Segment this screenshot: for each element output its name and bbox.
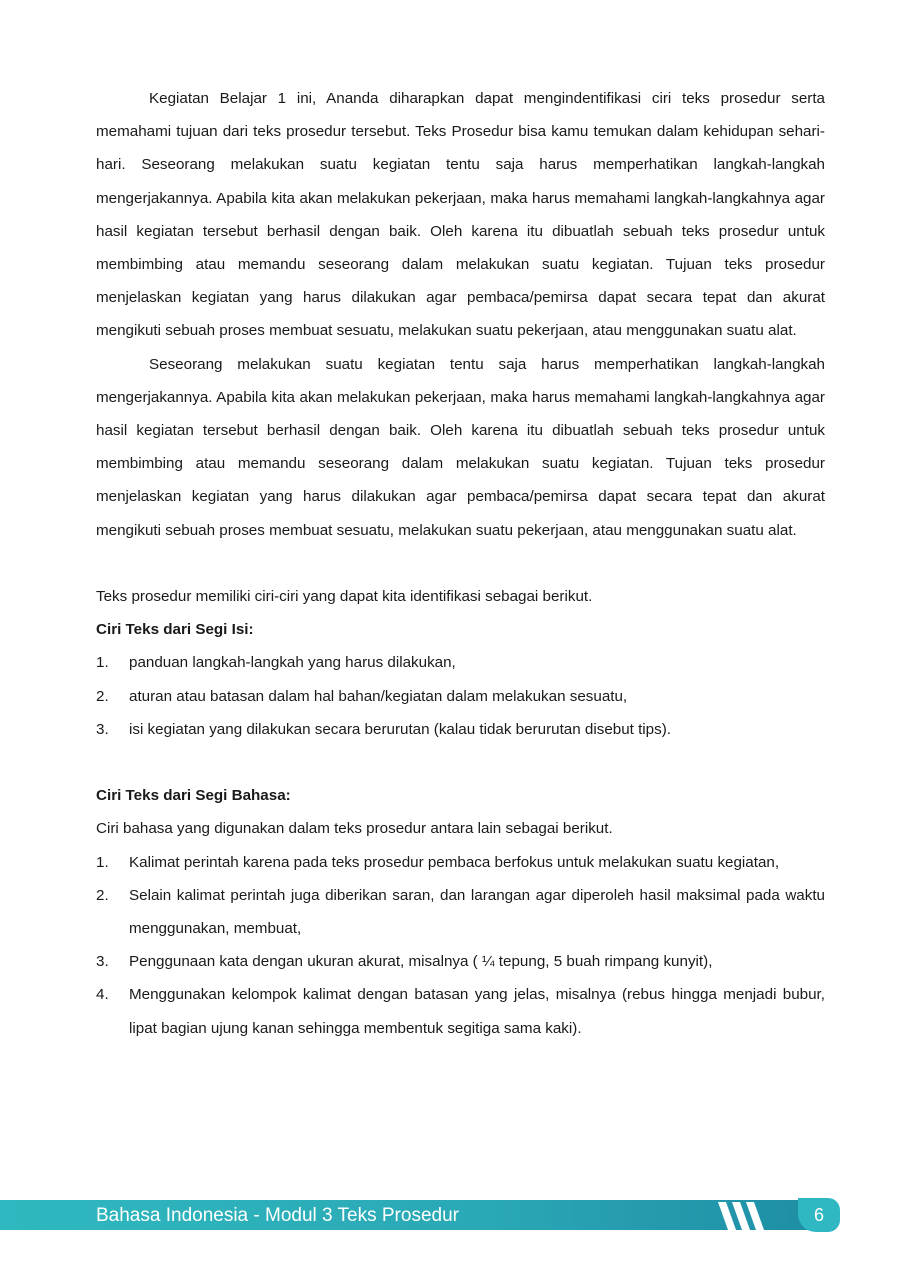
list-item-number: 2. bbox=[96, 687, 109, 705]
list-item-text: isi kegiatan yang dilakukan secara berurutan (kalau tidak berurutan disebut tips). bbox=[129, 720, 672, 738]
list-item bbox=[96, 879, 825, 945]
list-item-number: 1. bbox=[96, 853, 109, 871]
list-item-number: 1. bbox=[96, 654, 109, 672]
section-heading-isi: Ciri Teks dari Segi Isi: bbox=[96, 621, 254, 639]
section-intro-bahasa: Ciri bahasa yang digunakan dalam teks prosedur antara lain sebagai berikut. bbox=[96, 820, 613, 838]
paragraph-2: Seseorang melakukan suatu kegiatan tentu saja harus memperhatikan langkah-langkah mengerjakannya. Apabila kita akan melakukan pekerjaan, maka harus memahami langkah-langkahnya agar hasil kegiatan tersebut berhasil dengan baik. Oleh karena itu dibuatlah sebuah teks prosedur untuk membimbing atau memandu seseorang dalam melakukan suatu kegiatan. Tujuan teks prosedur menjelaskan kegiatan yang harus dilakukan agar pembaca/pemirsa dapat secara tepat dan akurat mengikuti sebuah proses membuat sesuatu, melakukan suatu pekerjaan, atau menggunakan suatu alat. bbox=[96, 355, 825, 539]
paragraph-1: Kegiatan Belajar 1 ini, Ananda diharapkan dapat mengindentifikasi ciri teks prosedur serta memahami tujuan dari teks prosedur tersebut. Teks Prosedur bisa kamu temukan dalam kehidupan sehari-hari. Seseorang melakukan suatu kegiatan tentu saja harus memperhatikan langkah-langkah mengerjakannya. Apabila kita akan melakukan pekerjaan, maka harus memahami langkah-langkahnya agar hasil kegiatan tersebut berhasil dengan baik. Oleh karena itu dibuatlah sebuah teks prosedur untuk membimbing atau memandu seseorang dalam melakukan suatu kegiatan. Tujuan teks prosedur menjelaskan kegiatan yang harus dilakukan agar pembaca/pemirsa dapat secara tepat dan akurat mengikuti sebuah proses membuat sesuatu, melakukan suatu pekerjaan, atau menggunakan suatu alat. bbox=[96, 90, 825, 340]
list-item bbox=[96, 646, 825, 679]
list-item bbox=[96, 945, 825, 978]
page-number-badge bbox=[798, 1198, 840, 1232]
spacer bbox=[96, 746, 825, 779]
list-item-text: panduan langkah-langkah yang harus dilakukan, bbox=[129, 654, 456, 672]
spacer bbox=[96, 547, 825, 580]
list-item-number: 4. bbox=[96, 986, 109, 1004]
list-item bbox=[96, 680, 825, 713]
list-item bbox=[96, 846, 825, 879]
list-item-text: Penggunaan kata dengan ukuran akurat, misalnya ( ¼ tepung, 5 buah rimpang kunyit), bbox=[129, 953, 713, 971]
list-isi bbox=[96, 646, 825, 746]
list-item-text: aturan atau batasan dalam hal bahan/kegiatan dalam melakukan sesuatu, bbox=[129, 687, 628, 705]
footer-title: Bahasa Indonesia - Modul 3 Teks Prosedur bbox=[96, 1205, 459, 1226]
page-number: 6 bbox=[813, 1205, 824, 1225]
list-item-number: 3. bbox=[96, 953, 109, 971]
intro-line: Teks prosedur memiliki ciri-ciri yang dapat kita identifikasi sebagai berikut. bbox=[96, 588, 593, 606]
list-item-text: Selain kalimat perintah juga diberikan saran, dan larangan agar diperoleh hasil maksimal pada waktu menggunakan, membuat, bbox=[129, 886, 825, 938]
list-item-text: Menggunakan kelompok kalimat dengan batasan yang jelas, misalnya (rebus hingga menjadi bubur, lipat bagian ujung kanan sehingga membentuk segitiga sama kaki). bbox=[129, 986, 825, 1037]
list-item bbox=[96, 713, 825, 746]
list-item-number: 3. bbox=[96, 720, 109, 738]
list-item bbox=[96, 978, 825, 1044]
list-bahasa bbox=[96, 846, 825, 1045]
list-item-text: Kalimat perintah karena pada teks prosedur pembaca berfokus untuk melakukan suatu kegiatan, bbox=[129, 853, 780, 871]
page-body bbox=[96, 82, 825, 1045]
section-heading-bahasa: Ciri Teks dari Segi Bahasa: bbox=[96, 787, 291, 805]
page-footer bbox=[0, 1192, 900, 1240]
list-item-number: 2. bbox=[96, 886, 109, 904]
